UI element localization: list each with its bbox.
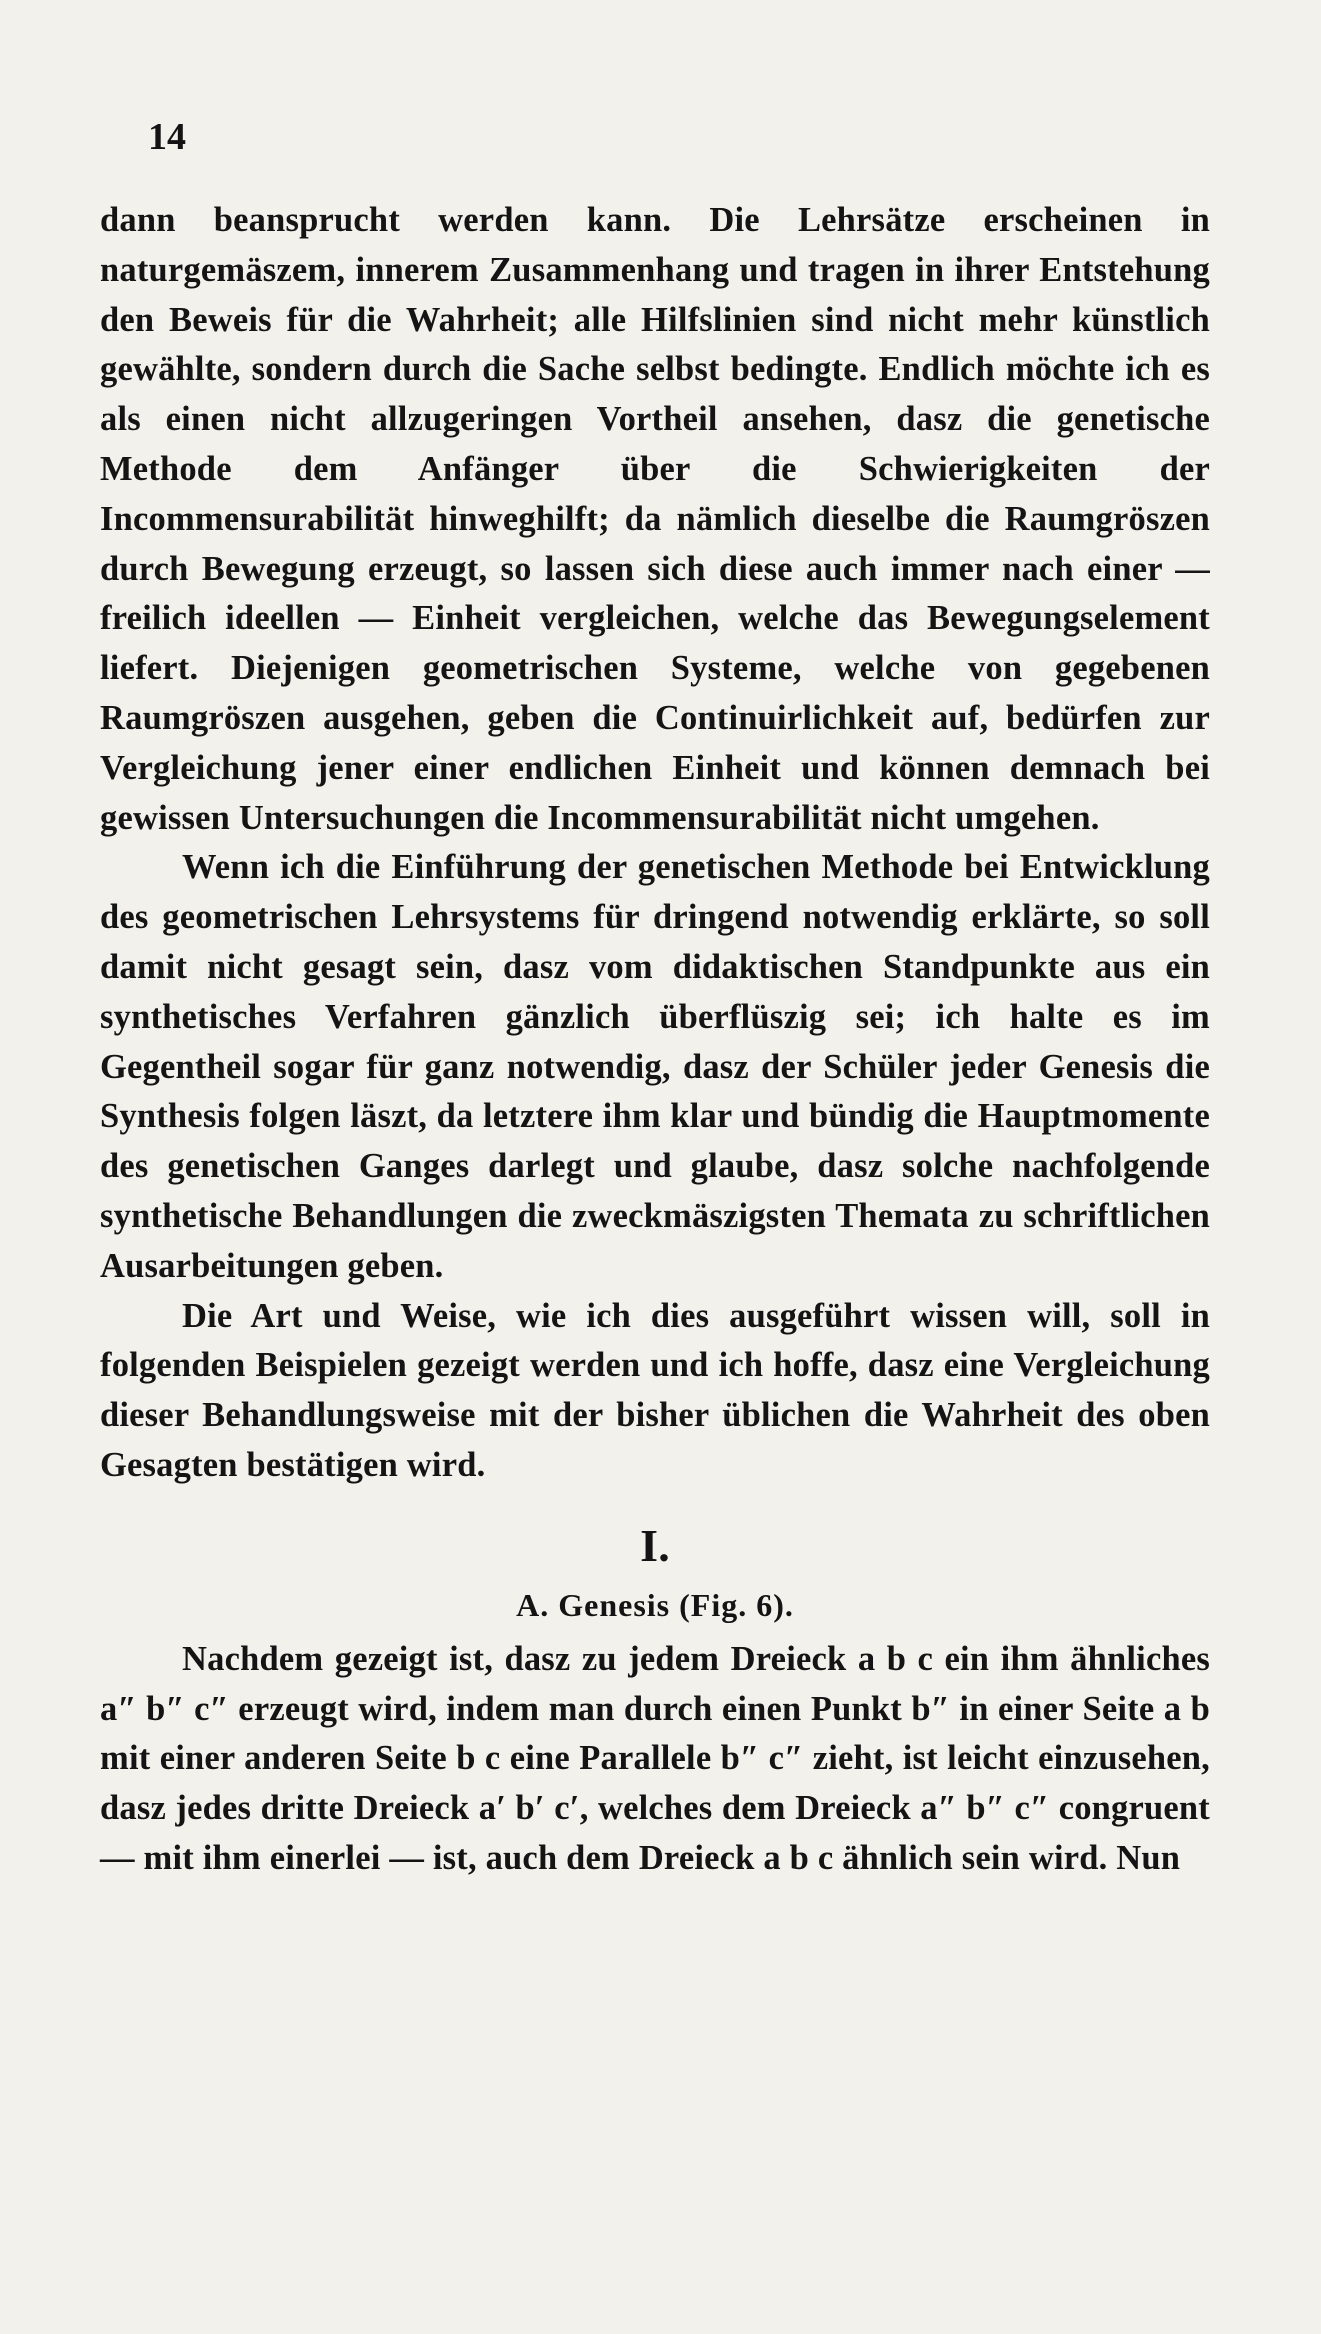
body-text (100, 196, 1210, 1884)
section-heading-roman: I. (640, 1519, 670, 1571)
paragraph-3: Die Art und Weise, wie ich dies ausgeführt wissen will, soll in folgenden Beispielen gezeigt werden und ich hoffe, dasz eine Vergleichung dieser Behandlungsweise mit der bisher üblichen die Wahrheit des oben Gesagten bestätigen wird. (100, 1296, 1210, 1484)
page-number: 14 (148, 116, 186, 158)
section-subheading: A. Genesis (Fig. 6). (516, 1586, 794, 1623)
paragraph-2: Wenn ich die Einführung der genetischen Methode bei Entwicklung des geometrischen Lehrsystems für dringend notwendig erklärte, so soll damit nicht gesagt sein, dasz vom didaktischen Standpunkte aus ein synthetisches Verfahren gänzlich überflüszig sei; ich halte es im Gegentheil sogar für ganz notwendig, dasz der Schüler jeder Genesis die Synthesis folgen läszt, da letztere ihm klar und bündig die Hauptmomente des genetischen Ganges darlegt und glaube, dasz solche nachfolgende synthetische Behandlungen die zweckmäszigsten Themata zu schriftlichen Ausarbeitungen geben. (100, 848, 1210, 1285)
paragraph-4: Nachdem gezeigt ist, dasz zu jedem Dreieck a b c ein ihm ähnliches a″ b″ c″ erzeugt wird, indem man durch einen Punkt b″ in einer Seite a b mit einer anderen Seite b c eine Parallele b″ c″ zieht, ist leicht einzusehen, dasz jedes dritte Dreieck a′ b′ c′, welches dem Dreieck a″ b″ c″ congruent — mit ihm einerlei — ist, auch dem Dreieck a b c ähnlich sein wird. Nun (100, 1639, 1210, 1877)
paragraph-1: dann beansprucht werden kann. Die Lehrsätze erscheinen in naturgemäszem, innerem Zusammenhang und tragen in ihrer Entstehung den Beweis für die Wahrheit; alle Hilfslinien sind nicht mehr künstlich gewählte, sondern durch die Sache selbst bedingte. Endlich möchte ich es als einen nicht allzugeringen Vortheil ansehen, dasz die genetische Methode dem Anfänger über die Schwierigkeiten der Incommensurabilität hinweghilft; da nämlich dieselbe die Raumgröszen durch Bewegung erzeugt, so lassen sich diese auch immer nach einer — freilich ideellen — Einheit vergleichen, welche das Bewegungselement liefert. Diejenigen geometrischen Systeme, welche von gegebenen Raumgröszen ausgehen, geben die Continuirlichkeit auf, bedürfen zur Vergleichung jener einer endlichen Einheit und können demnach bei gewissen Untersuchungen die Incommensurabilität nicht umgehen. (100, 201, 1210, 837)
